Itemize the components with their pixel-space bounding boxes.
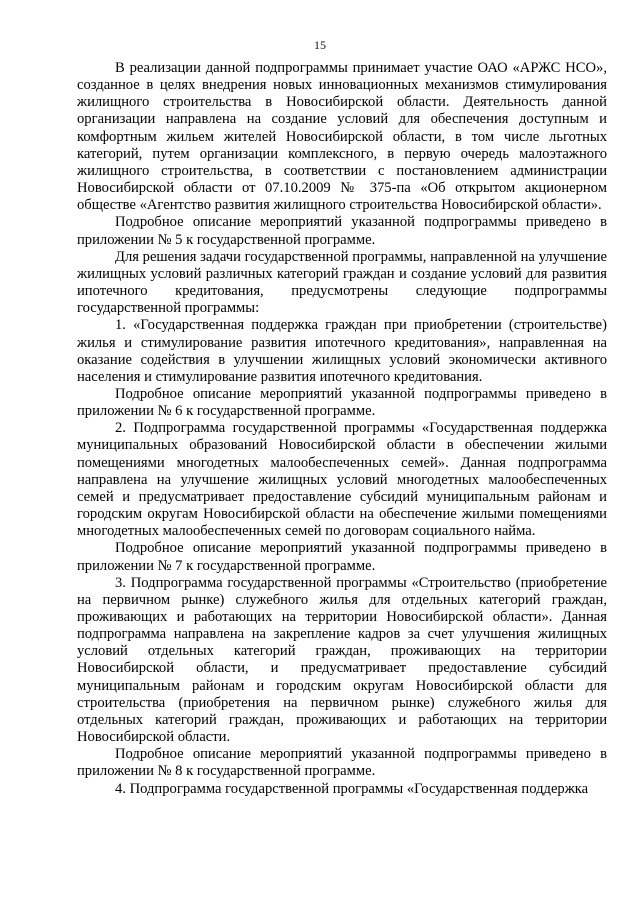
paragraph: 2. Подпрограмма государственной программы «Государственная поддержка муниципальных образований Новосибирской области в обеспечении жилыми помещениями многодетных малообеспеченных семей». Данная подпрограмма направлена на улучшение жилищных условий многодетных малообеспеченных семей и предусматривает предоставление субсидий муниципальным районам и городским округам Новосибирской области на обеспечение жилыми помещениями многодетных малообеспеченных семей по договорам социального найма.: [77, 420, 607, 540]
paragraph: Подробное описание мероприятий указанной подпрограммы приведено в приложении № 5 к государственной программе.: [77, 214, 607, 248]
paragraph: В реализации данной подпрограммы принимает участие ОАО «АРЖС НСО», созданное в целях внедрения новых инновационных механизмов стимулирования жилищного строительства в Новосибирской области. Деятельность данной организации направлена на создание условий для обеспечения доступным и комфортным жильем жителей Новосибирской области, в том числе льготных категорий, путем организации комплексного, в первую очередь малоэтажного жилищного строительства, в соответствии с постановлением администрации Новосибирской области от 07.10.2009 № 375-па «Об открытом акционерном обществе «Агентство развития жилищного строительства Новосибирской области».: [77, 60, 607, 214]
paragraph: 4. Подпрограмма государственной программы «Государственная поддержка: [115, 780, 589, 797]
paragraph: Для решения задачи государственной программы, направленной на улучшение жилищных условий различных категорий граждан и создание условий для развития ипотечного кредитования, предусмотрены следующие подпрограммы государственной программы:: [77, 248, 607, 317]
page-number: 15: [314, 38, 326, 52]
document-body: [77, 60, 607, 798]
paragraph: 3. Подпрограмма государственной программы «Строительство (приобретение на первичном рынке) служебного жилья для отдельных категорий граждан, проживающих и работающих на территории Новосибирской области». Данная подпрограмма направлена на закрепление кадров за счет улучшения жилищных условий отдельных категорий граждан, проживающих на территории Новосибирской области, и предусматривает предоставление субсидий муниципальным районам и городским округам Новосибирской области для строительства (приобретения на первичном рынке) служебного жилья для отдельных категорий граждан, проживающих и работающих на территории Новосибирской области.: [77, 574, 607, 746]
paragraph: Подробное описание мероприятий указанной подпрограммы приведено в приложении № 7 к государственной программе.: [77, 540, 607, 574]
paragraph: 1. «Государственная поддержка граждан при приобретении (строительстве) жилья и стимулирование развития ипотечного кредитования», направленная на оказание содействия в улучшении жилищных условий экономически активного населения и стимулирование развития ипотечного кредитования.: [77, 317, 607, 385]
paragraph: Подробное описание мероприятий указанной подпрограммы приведено в приложении № 6 к государственной программе.: [77, 385, 607, 420]
paragraph: Подробное описание мероприятий указанной подпрограммы приведено в приложении № 8 к государственной программе.: [77, 746, 607, 780]
